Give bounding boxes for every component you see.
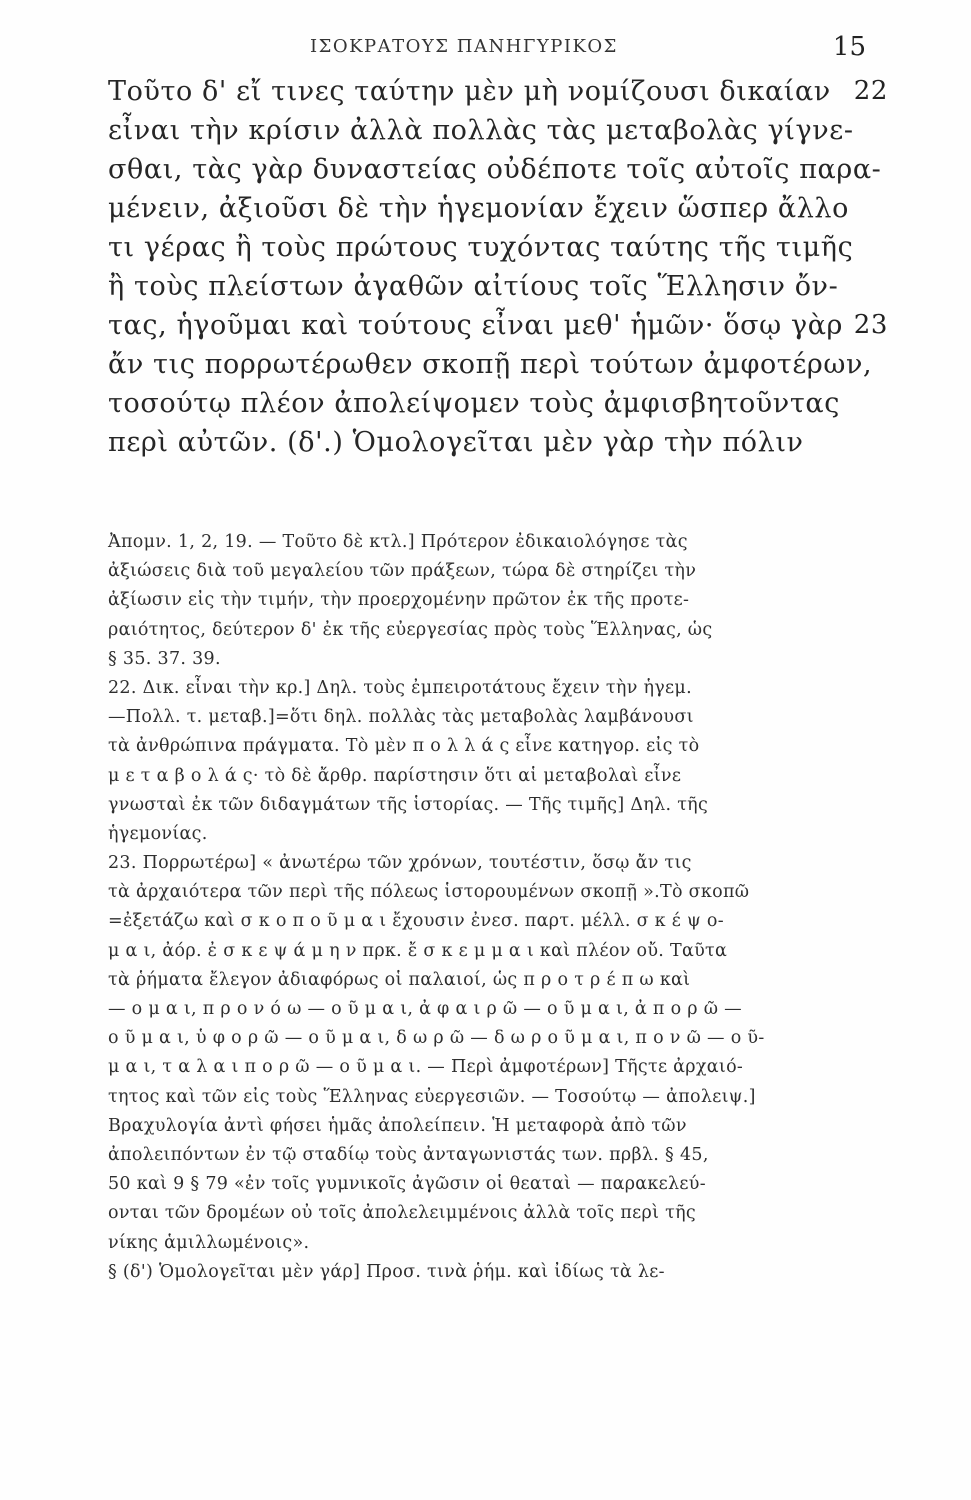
note-line: =ἐξετάζω καὶ σ κ ο π ο ῦ μ α ι ἔχουσιν ἐνεσ. παρτ. μέλλ. σ κ έ ψ ο- bbox=[108, 911, 724, 932]
note-line: Ἀπομν. 1, 2, 19. — Τοῦτο δὲ κτλ.] Πρότερον ἐδικαιολόγησε τὰς bbox=[108, 532, 688, 552]
note-line: μ ε τ α β ο λ ά ς· τὸ δὲ ἄρθρ. παρίστησιν ὅτι αἱ μεταβολαὶ εἶνε bbox=[108, 765, 682, 786]
note-line: ἀξιώσεις διὰ τοῦ μεγαλείου τῶν πράξεων, τώρα δὲ στηρίζει τὴν bbox=[108, 561, 697, 582]
text-line-content: τας, ἡγοῦμαι καὶ τούτους εἶναι μεθ' ἡμῶν· ὅσῳ γὰρ bbox=[108, 310, 844, 341]
note-line: νίκης ἁμιλλωμένοις». bbox=[108, 1232, 310, 1253]
main-text bbox=[108, 72, 888, 462]
note-line: τητος καὶ τῶν εἰς τοὺς Ἕλληνας εὐεργεσιῶν. — Τοσούτῳ — ἀπολειψ.] bbox=[108, 1086, 756, 1107]
margin-section-number: 23 bbox=[853, 310, 888, 340]
page-header bbox=[110, 32, 870, 62]
margin-section-number: 22 bbox=[853, 76, 888, 106]
text-line: εἶναι τὴν κρίσιν ἀλλὰ πολλὰς τὰς μεταβολὰς γίγνε- bbox=[108, 115, 854, 146]
note-line: —Πολλ. τ. μεταβ.]=ὅτι δηλ. πολλὰς τὰς μεταβολὰς λαμβάνουσι bbox=[108, 707, 694, 728]
text-line-content: Τοῦτο δ' εἴ τινες ταύτην μὲν μὴ νομίζουσι δικαίαν bbox=[108, 76, 831, 107]
text-line: σθαι, τὰς γὰρ δυναστείας οὐδέποτε τοῖς αὐτοῖς παρα- bbox=[108, 154, 882, 185]
text-line: περὶ αὐτῶν. (δ'.) Ὁμολογεῖται μὲν γὰρ τὴν πόλιν bbox=[108, 427, 804, 458]
text-line bbox=[108, 306, 888, 345]
note-line: ο ῦ μ α ι, ὑ φ ο ρ ῶ — ο ῦ μ α ι, δ ω ρ ῶ — δ ω ρ ο ῦ μ α ι, π ο ν ῶ — ο ῦ- bbox=[108, 1028, 765, 1049]
note-line: 50 καὶ 9 § 79 «ἐν τοῖς γυμνικοῖς ἀγῶσιν οἱ θεαταὶ — παρακελεύ- bbox=[108, 1174, 706, 1195]
text-line: μένειν, ἀξιοῦσι δὲ τὴν ἡγεμονίαν ἔχειν ὥσπερ ἄλλο bbox=[108, 193, 849, 224]
note-line: 23. Πορρωτέρω] « ἀνωτέρω τῶν χρόνων, τουτέστιν, ὅσῳ ἄν τις bbox=[108, 853, 692, 874]
note-line: μ α ι, ἀόρ. ἐ σ κ ε ψ ά μ η ν πρκ. ἔ σ κ ε μ μ α ι καὶ πλέον οὔ. Ταῦτα bbox=[108, 940, 728, 961]
note-line: ἀπολειπόντων ἐν τῷ σταδίῳ τοὺς ἀνταγωνιστάς των. πρβλ. § 45, bbox=[108, 1144, 709, 1165]
text-line: ἄν τις πορρωτέρωθεν σκοπῇ περὶ τούτων ἀμφοτέρων, bbox=[108, 349, 873, 380]
text-line: τοσούτῳ πλέον ἀπολείψομεν τοὺς ἀμφισβητοῦντας bbox=[108, 388, 840, 419]
note-line: γνωσταὶ ἐκ τῶν διδαγμάτων τῆς ἱστορίας. — Τῆς τιμῆς] Δηλ. τῆς bbox=[108, 794, 709, 815]
note-line: § 35. 37. 39. bbox=[108, 648, 221, 669]
note-line: τὰ ἀρχαιότερα τῶν περὶ τῆς πόλεως ἱστορουμένων σκοπῇ ».Τὸ σκοπῶ bbox=[108, 882, 750, 903]
note-line: ἡγεμονίας. bbox=[108, 823, 208, 844]
page-number: 15 bbox=[832, 32, 866, 62]
note-line: ραιότητος, δεύτερον δ' ἐκ τῆς εὐεργεσίας πρὸς τοὺς Ἕλληνας, ὡς bbox=[108, 619, 713, 640]
text-line: τι γέρας ἢ τοὺς πρώτους τυχόντας ταύτης τῆς τιμῆς bbox=[108, 232, 854, 263]
text-line bbox=[108, 72, 888, 111]
note-line: § (δ') Ὁμολογεῖται μὲν γάρ] Προσ. τινὰ ῥήμ. καὶ ἰδίως τὰ λε- bbox=[108, 1261, 665, 1282]
note-line: Βραχυλογία ἀντὶ φήσει ἡμᾶς ἀπολείπειν. Ἡ μεταφορὰ ἀπὸ τῶν bbox=[108, 1115, 687, 1136]
note-line: ἀξίωσιν εἰς τὴν τιμήν, τὴν προερχομένην πρῶτον ἐκ τῆς προτε- bbox=[108, 590, 690, 611]
note-line: — ο μ α ι, π ρ ο ν ό ω — ο ῦ μ α ι, ἀ φ α ι ρ ῶ — ο ῦ μ α ι, ἀ π ο ρ ῶ — bbox=[108, 999, 742, 1019]
note-line: μ α ι, τ α λ α ι π ο ρ ῶ — ο ῦ μ α ι. — Περὶ ἀμφοτέρων] Τῆςτε ἀρχαιό- bbox=[108, 1057, 744, 1078]
footnotes bbox=[108, 528, 853, 1287]
running-title: ΙΣΟΚΡΑΤΟΥΣ ΠΑΝΗΓΥΡΙΚΟΣ bbox=[310, 36, 618, 57]
note-line: τὰ ἀνθρώπινα πράγματα. Τὸ μὲν π ο λ λ ά ς εἶνε κατηγορ. εἰς τὸ bbox=[108, 736, 700, 757]
note-line: ονται τῶν δρομέων οὐ τοῖς ἀπολελειμμένοις ἀλλὰ τοῖς περὶ τῆς bbox=[108, 1203, 697, 1224]
note-line: τὰ ῥήματα ἔλεγον ἀδιαφόρως οἱ παλαιοί, ὡς π ρ ο τ ρ έ π ω καὶ bbox=[108, 969, 691, 990]
text-line: ἢ τοὺς πλείστων ἀγαθῶν αἰτίους τοῖς Ἕλλησιν ὄν- bbox=[108, 271, 839, 302]
note-line: 22. Δικ. εἶναι τὴν κρ.] Δηλ. τοὺς ἐμπειροτάτους ἔχειν τὴν ἡγεμ. bbox=[108, 677, 692, 698]
